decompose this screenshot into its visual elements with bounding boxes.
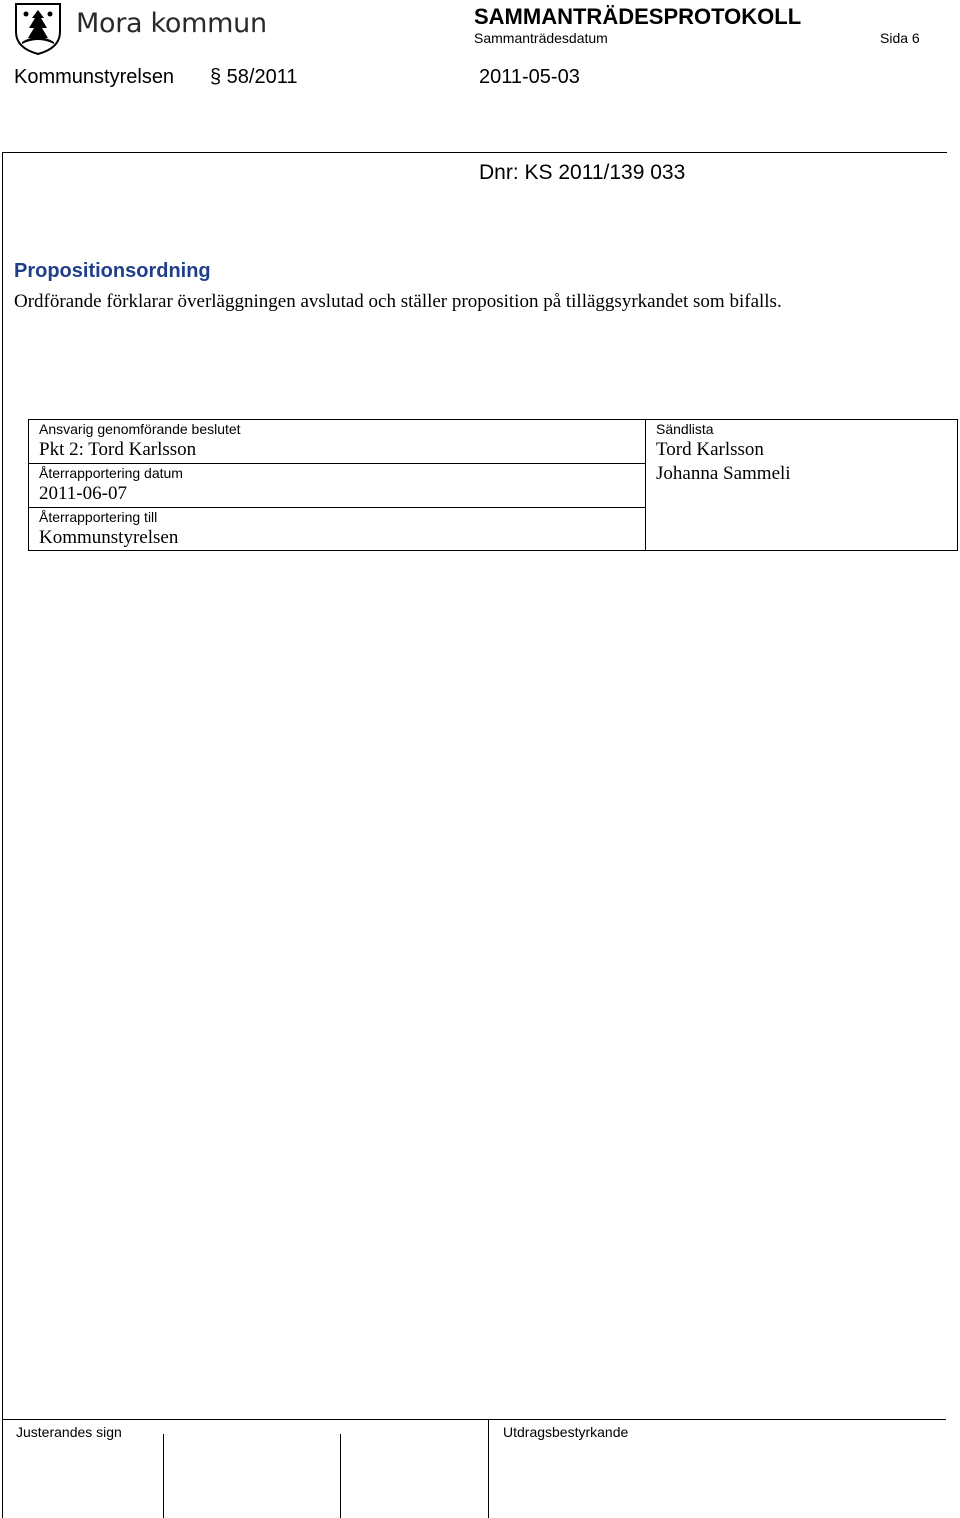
certification-label: Utdragsbestyrkande: [503, 1424, 629, 1440]
responsible-label: Ansvarig genomförande beslutet: [39, 421, 241, 437]
municipal-coat-of-arms-icon: [14, 2, 62, 56]
report-date-label: Återrapportering datum: [39, 465, 183, 481]
paragraph-number: § 58/2011: [210, 66, 298, 88]
section-title: Propositionsordning: [14, 260, 211, 282]
page-number: Sida 6: [880, 30, 920, 46]
decision-details: [29, 420, 646, 550]
distribution-list: [646, 420, 791, 486]
footer-divider: [2, 1419, 946, 1420]
case-number: Dnr: KS 2011/139 033: [479, 161, 686, 184]
meeting-date-label: Sammanträdesdatum: [474, 30, 608, 46]
section-text: Ordförande förklarar överläggningen avslutad och ställer proposition på tilläggsyrkandet som bifalls.: [14, 291, 782, 312]
signature-box-divider: [340, 1434, 341, 1518]
content-frame: [2, 152, 947, 1419]
responsible-cell: [29, 420, 645, 464]
footer-border: [2, 1419, 3, 1518]
report-to-cell: [29, 508, 645, 552]
committee-name: Kommunstyrelsen: [14, 66, 175, 88]
report-to-value: Kommunstyrelsen: [39, 527, 179, 548]
report-date-cell: [29, 464, 645, 508]
distribution-item: Tord Karlsson: [656, 439, 764, 460]
responsible-value: Pkt 2: Tord Karlsson: [39, 439, 197, 460]
adjuster-signature-label: Justerandes sign: [16, 1424, 122, 1440]
report-to-label: Återrapportering till: [39, 509, 158, 525]
report-date-value: 2011-06-07: [39, 483, 127, 504]
signature-box-divider: [488, 1419, 489, 1518]
distribution-item: Johanna Sammeli: [656, 463, 791, 484]
decision-table: [28, 419, 958, 551]
meeting-date: 2011-05-03: [479, 66, 580, 88]
document-title: SAMMANTRÄDESPROTOKOLL: [474, 4, 802, 29]
municipality-name: Mora kommun: [76, 8, 267, 39]
signature-box-divider: [163, 1434, 164, 1518]
distribution-label: Sändlista: [656, 421, 714, 437]
